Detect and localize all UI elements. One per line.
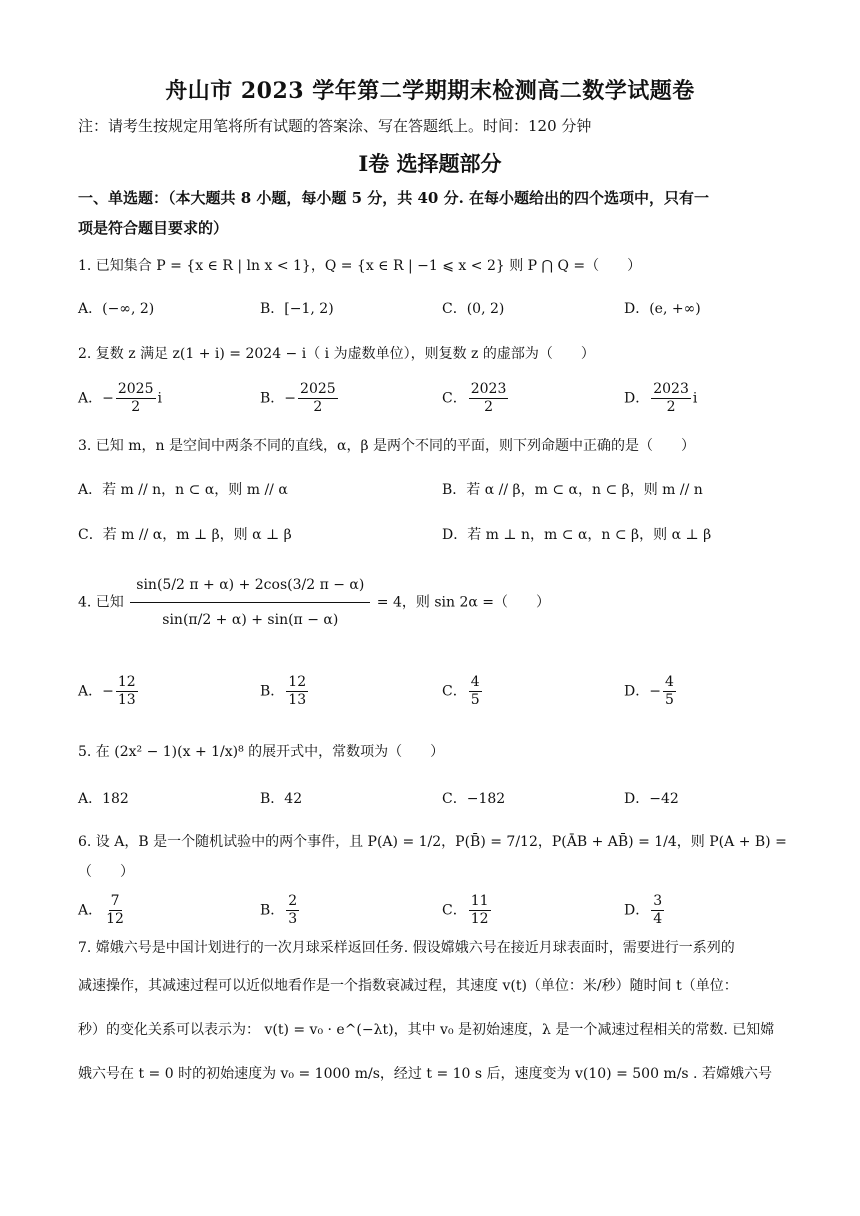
question-7-line-4: 娥六号在 t = 0 时的初始速度为 v₀ = 1000 m/s，经过 t = 10 s 后，速度变为 v(10) = 500 m/s . 若嫦娥六号	[78, 1066, 772, 1082]
exam-title: 舟山市 2023 学年第二学期期末检测高二数学试题卷	[165, 78, 695, 104]
question-1-stem: 1. 已知集合 P = {x ∈ R | ln x < 1}，Q = {x ∈ R | −1 ⩽ x < 2} 则 P ⋂ Q =（ ）	[78, 258, 642, 274]
question-2-option-c	[442, 381, 510, 416]
question-4-option-b	[260, 674, 310, 709]
question-3-option-b: B．若 α // β，m ⊂ α，n ⊂ β，则 m // n	[442, 482, 703, 498]
option-sign: −	[649, 683, 661, 700]
option-label: C．	[442, 902, 467, 919]
question-2-option-b	[260, 381, 340, 416]
option-denominator: 3	[288, 911, 298, 927]
option-numerator: 3	[653, 893, 663, 909]
option-denominator: 2	[131, 399, 141, 415]
option-denominator: 2	[313, 399, 323, 415]
question-7-line-2: 减速操作，其减速过程可以近似地看作是一个指数衰减过程，其速度 v(t)（单位：米/秒）随时间 t（单位：	[78, 978, 738, 994]
question-4-option-d	[624, 674, 678, 709]
question-7-line-1: 7. 嫦娥六号是中国计划进行的一次月球采样返回任务. 假设嫦娥六号在接近月球表面时，需要进行一系列的	[78, 940, 735, 956]
section-title: Ⅰ卷 选择题部分	[358, 151, 502, 176]
question-6-paren: （ ）	[78, 864, 134, 880]
option-suffix: i	[692, 390, 698, 407]
question-7-line-3: 秒）的变化关系可以表示为： v(t) = v₀ · e^(−λt)，其中 v₀ 是初始速度，λ 是一个减速过程相关的常数. 已知嫦	[78, 1022, 775, 1038]
option-label: C．	[442, 683, 467, 700]
option-label: B．	[260, 902, 285, 919]
option-label: C．	[442, 390, 467, 407]
option-denominator: 5	[470, 692, 480, 708]
option-label: D．	[624, 902, 650, 919]
option-numerator: 7	[110, 893, 120, 909]
question-1-option-d: D．(e, +∞)	[624, 301, 701, 317]
question-2-option-a	[78, 381, 162, 416]
question-4-numerator: sin(5/2 π + α) + 2cos(3/2 π − α)	[130, 568, 370, 603]
option-label: B．	[260, 390, 285, 407]
option-suffix: i	[157, 390, 162, 407]
option-numerator: 2023	[653, 381, 689, 397]
question-1-option-a: A．(−∞, 2)	[78, 301, 155, 317]
option-denominator: 13	[288, 692, 307, 708]
option-denominator: 5	[664, 692, 674, 708]
question-5-option-d: D．−42	[624, 791, 679, 807]
option-denominator: 12	[106, 911, 124, 927]
option-label: D．	[624, 683, 650, 700]
option-numerator: 4	[664, 674, 674, 690]
option-numerator: 4	[470, 674, 480, 690]
question-3-option-d: D．若 m ⊥ n，m ⊂ α，n ⊂ β，则 α ⊥ β	[442, 527, 712, 543]
question-4-prefix: 4. 已知	[78, 594, 124, 611]
option-numerator: 12	[288, 674, 307, 690]
option-sign: −	[284, 390, 297, 407]
option-sign: −	[102, 390, 114, 407]
option-numerator: 2025	[117, 381, 154, 397]
option-sign: −	[102, 683, 114, 700]
option-numerator: 2023	[470, 381, 507, 397]
option-label: A．	[78, 683, 103, 700]
question-4-option-c	[442, 674, 484, 709]
question-3-stem: 3. 已知 m，n 是空间中两条不同的直线，α，β 是两个不同的平面，则下列命题中正确的是（ ）	[78, 438, 695, 454]
question-4-stem	[78, 568, 550, 637]
option-label: B．	[260, 683, 285, 700]
part-heading-line-2: 项是符合题目要求的）	[78, 219, 229, 237]
question-6-stem: 6. 设 A，B 是一个随机试验中的两个事件，且 P(A) = 1/2，P(B̄) = 7/12，P(ĀB + AB̄) = 1/4，则 P(A + B) =	[78, 834, 787, 850]
question-3-option-a: A．若 m // n，n ⊂ α，则 m // α	[78, 482, 288, 498]
question-4-denominator: sin(π/2 + α) + sin(π − α)	[162, 612, 339, 628]
option-label: A．	[78, 390, 103, 407]
question-1-option-c: C．(0, 2)	[442, 301, 505, 317]
question-6-option-c	[442, 893, 493, 928]
question-5-option-a: A．182	[78, 791, 129, 807]
option-denominator: 2	[484, 399, 493, 415]
option-denominator: 2	[666, 399, 676, 415]
option-numerator: 2025	[300, 381, 336, 397]
exam-notice: 注：请考生按规定用笔将所有试题的答案涂、写在答题纸上。时间：120 分钟	[78, 117, 592, 135]
option-denominator: 4	[653, 911, 663, 927]
question-5-option-b: B．42	[260, 791, 303, 807]
option-numerator: 2	[288, 893, 298, 909]
question-5-option-c: C．−182	[442, 791, 506, 807]
option-denominator: 12	[470, 911, 489, 927]
question-6-option-a	[78, 893, 128, 928]
option-label: A．	[78, 902, 103, 919]
option-label: D．	[624, 390, 650, 407]
question-6-option-b	[260, 893, 301, 928]
option-denominator: 13	[117, 692, 136, 708]
question-4-suffix: = 4，则 sin 2α =（ ）	[376, 594, 550, 611]
question-6-option-d	[624, 893, 666, 928]
question-4-option-a	[78, 674, 140, 709]
part-heading-line-1: 一、单选题：（本大题共 8 小题，每小题 5 分，共 40 分. 在每小题给出的四个选项中，只有一	[78, 189, 710, 207]
question-1-option-b: B．[−1, 2)	[260, 301, 334, 317]
question-2-stem: 2. 复数 z 满足 z(1 + i) = 2024 − i（ i 为虚数单位），则复数 z 的虚部为（ ）	[78, 346, 595, 362]
option-numerator: 11	[470, 893, 489, 909]
question-3-option-c: C．若 m // α，m ⊥ β，则 α ⊥ β	[78, 527, 292, 543]
option-numerator: 12	[117, 674, 136, 690]
question-2-option-d	[624, 381, 697, 416]
question-5-stem: 5. 在 (2x² − 1)(x + 1/x)⁸ 的展开式中，常数项为（ ）	[78, 744, 445, 760]
